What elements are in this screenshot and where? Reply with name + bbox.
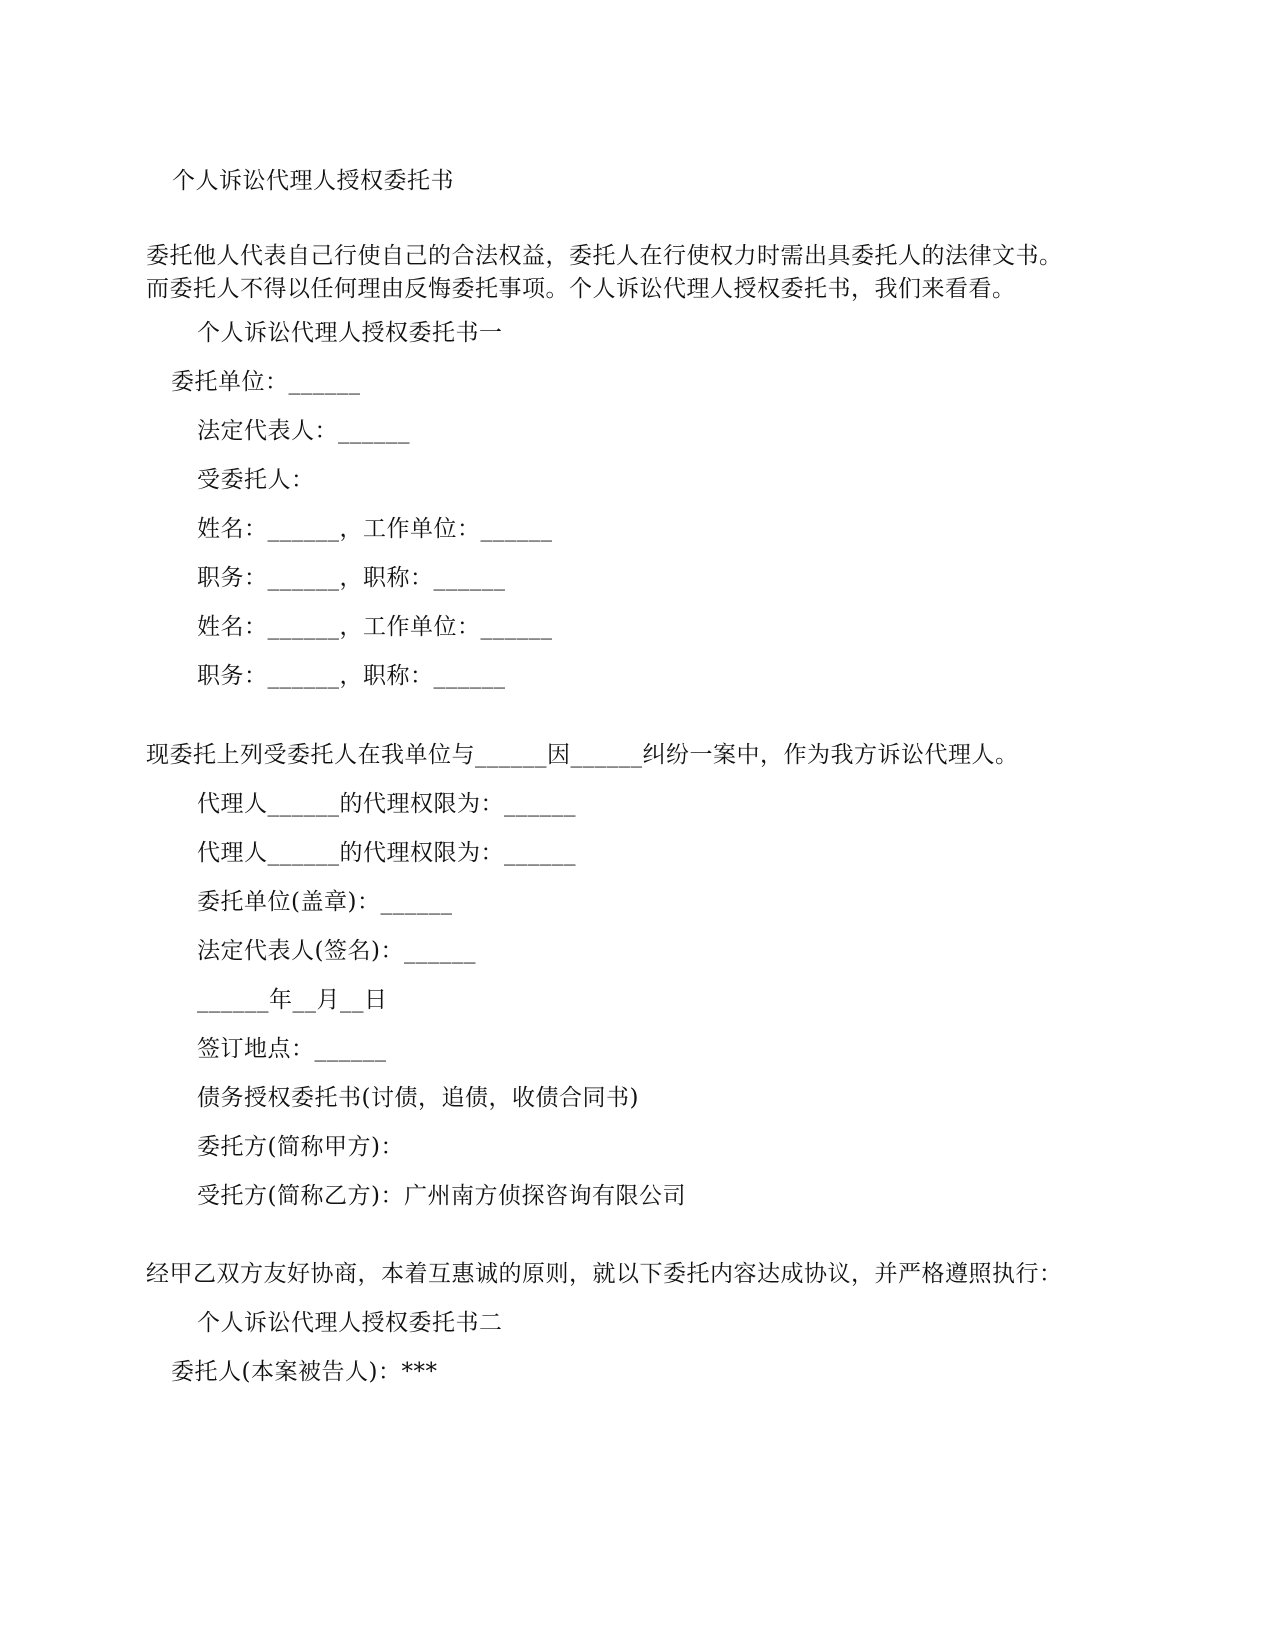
- agent2-title-field: 职务：______，职称：______: [197, 663, 506, 689]
- document-title: 个人诉讼代理人授权委托书: [172, 168, 454, 194]
- authority-line-2: 代理人______的代理权限为：______: [197, 840, 576, 866]
- debt-title: 债务授权委托书(讨债，追债，收债合同书): [197, 1085, 639, 1111]
- section2-client-field: 委托人(本案被告人)：***: [171, 1359, 438, 1385]
- client-unit-field: 委托单位：______: [171, 369, 361, 395]
- date-field: ______年__月__日: [197, 987, 388, 1013]
- agent1-title-field: 职务：______，职称：______: [197, 565, 506, 591]
- agreement-paragraph: 经甲乙双方友好协商，本着互惠诚的原则，就以下委托内容达成协议，并严格遵照执行：: [146, 1261, 1063, 1287]
- agent2-name-field: 姓名：______，工作单位：______: [197, 614, 553, 640]
- intro-line-1: 委托他人代表自己行使自己的合法权益，委托人在行使权力时需出具委托人的法律文书。: [146, 243, 1063, 269]
- party-a-field: 委托方(简称甲方)：: [197, 1134, 404, 1160]
- agent1-name-field: 姓名：______，工作单位：______: [197, 516, 553, 542]
- place-field: 签订地点：______: [197, 1036, 387, 1062]
- section1-heading: 个人诉讼代理人授权委托书一: [197, 320, 503, 346]
- section2-heading: 个人诉讼代理人授权委托书二: [197, 1310, 503, 1336]
- intro-line-2: 而委托人不得以任何理由反悔委托事项。个人诉讼代理人授权委托书，我们来看看。: [146, 276, 1016, 302]
- legal-rep-field: 法定代表人：______: [197, 418, 410, 444]
- commission-paragraph: 现委托上列受委托人在我单位与______因______纠纷一案中，作为我方诉讼代理人。: [146, 742, 1019, 768]
- authority-line-1: 代理人______的代理权限为：______: [197, 791, 576, 817]
- seal-field: 委托单位(盖章)：______: [197, 889, 453, 915]
- party-b-field: 受托方(简称乙方)：广州南方侦探咨询有限公司: [197, 1183, 686, 1209]
- signature-field: 法定代表人(签名)：______: [197, 938, 476, 964]
- agent-label: 受委托人：: [197, 467, 315, 493]
